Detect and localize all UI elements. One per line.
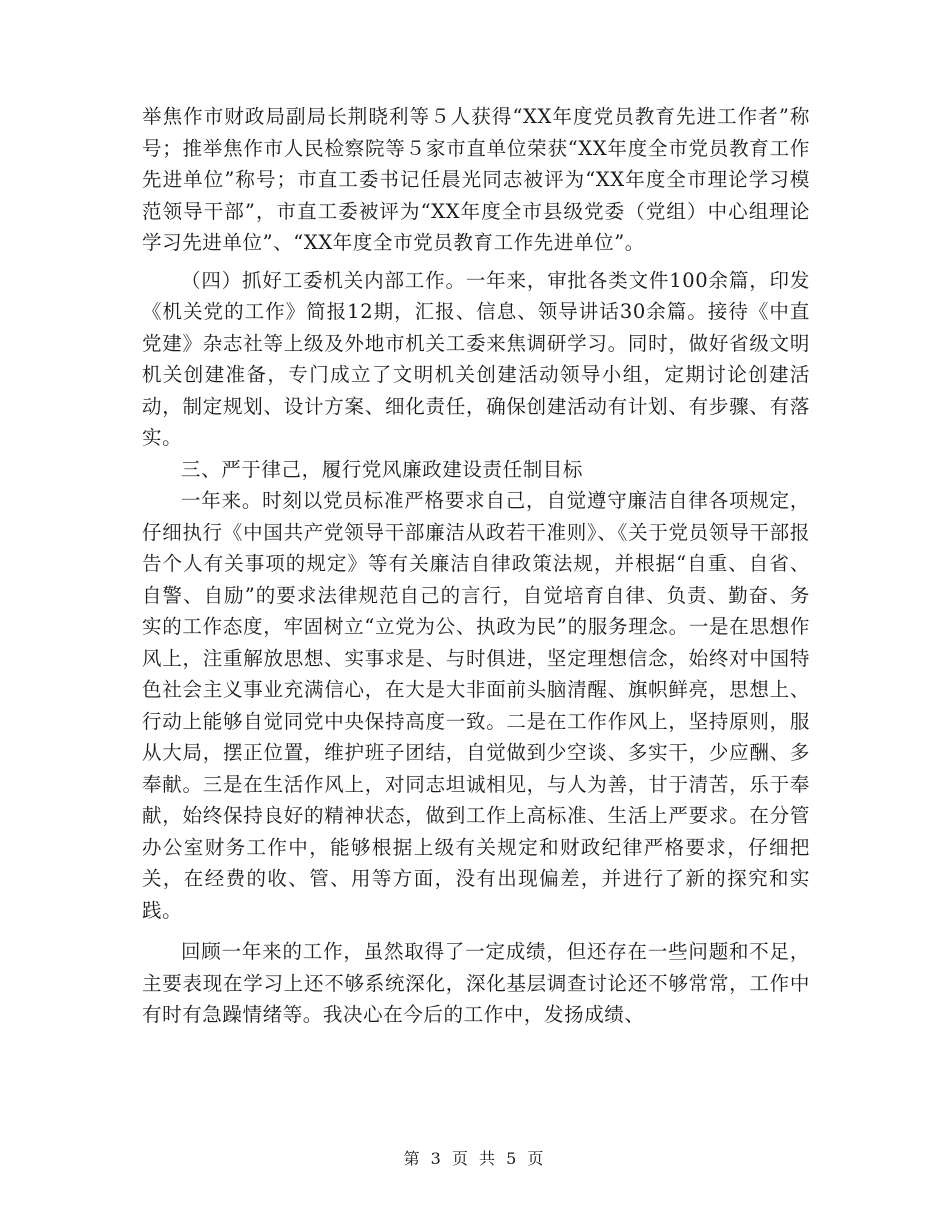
- section-heading-self-discipline: 三、严于律己，履行党风廉政建设责任制目标: [181, 457, 584, 481]
- paragraph-self-discipline: 一年来。时刻以党员标准严格要求自己，自觉遵守廉洁自律各项规定，仔细执行《中国共产党领导干部廉洁从政若干准则》、《关于党员领导干部报告个人有关事项的规定》等有关廉洁自律政策法规，并根据“自重、自省、自警、自励”的要求法律规范自己的言行，自觉培育自律、负责、勤奋、务实的工作态度，牢固树立“立党为公、执政为民”的服务理念。一是在思想作风上，注重解放思想、实事求是、与时俱进，坚定理想信念，始终对中国特色社会主义事业充满信心，在大是大非面前头脑清醒、旗帜鲜亮，思想上、行动上能够自觉同党中央保持高度一致。二是在工作作风上，坚持原则，服从大局，摆正位置，维护班子团结，自觉做到少空谈、多实干，少应酬、多奉献。三是在生活作风上，对同志坦诚相见，与人为善，甘于清苦，乐于奉献，始终保持良好的精神状态，做到工作上高标准、生活上严要求。在分管办公室财务工作中，能够根据上级有关规定和财政纪律严格要求，仔细把关，在经费的收、管、用等方面，没有出现偏差，并进行了新的探究和实践。: [142, 489, 810, 922]
- paragraph-review: 回顾一年来的工作，虽然取得了一定成绩，但还存在一些问题和不足，主要表现在学习上还不够系统深化，深化基层调查讨论还不够常常，工作中有时有急躁情绪等。我决心在今后的工作中，发扬成绩、: [142, 940, 810, 1026]
- document-body: [142, 101, 810, 1031]
- paragraph-internal-work: （四）抓好工委机关内部工作。一年来，审批各类文件100余篇，印发《机关党的工作》简报12期，汇报、信息、领导讲话30余篇。接待《中直党建》杂志社等上级及外地市机关工委来焦调研学习。同时，做好省级文明机关创建准备，专门成立了文明机关创建活动领导小组，定期讨论创建活动，制定规划、设计方案、细化责任，确保创建活动有计划、有步骤、有落实。: [142, 268, 810, 449]
- page-number-footer: 第 3 页 共 5 页: [403, 1149, 547, 1168]
- paragraph-awards: 举焦作市财政局副局长荆晓利等５人获得“XX年度党员教育先进工作者”称号；推举焦作市人民检察院等５家市直单位荣获“XX年度全市党员教育工作先进单位”称号；市直工委书记任晨光同志被评为“XX年度全市理论学习模范领导干部”，市直工委被评为“XX年度全市县级党委（党组）中心组理论学习先进单位”、“XX年度全市党员教育工作先进单位”。: [142, 105, 810, 254]
